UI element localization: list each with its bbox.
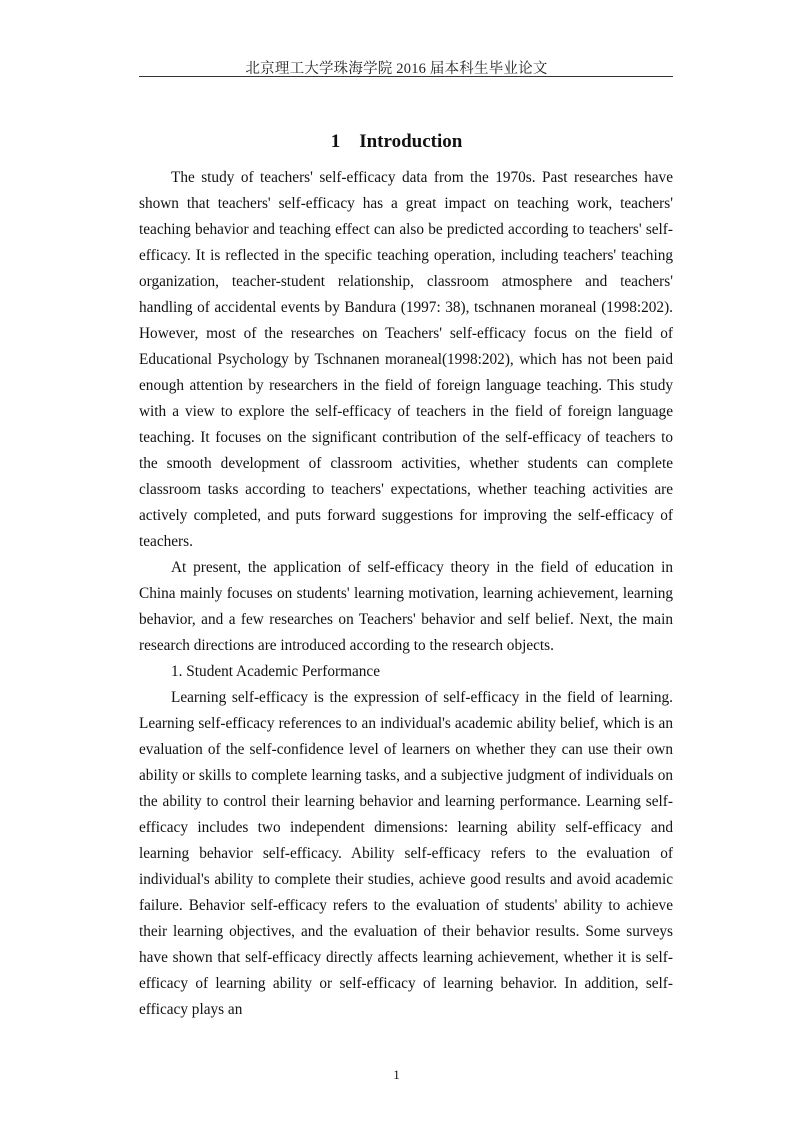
running-header: 北京理工大学珠海学院 2016 届本科生毕业论文 — [245, 61, 548, 77]
paragraph-present-application: At present, the application of self-efficacy theory in the field of education in China mainly focuses on students' learning motivation, learning achievement, learning behavior, and a few researches on Teachers' behavior and self belief. Next, the main research directions are introduced according to the research objects. — [139, 559, 673, 654]
page-number: 1 — [393, 1067, 400, 1082]
subheading-student-performance: 1. Student Academic Performance — [171, 663, 380, 680]
body-text — [139, 165, 673, 1023]
section-title: 1 Introduction — [330, 131, 463, 152]
paragraph-intro: The study of teachers' self-efficacy data from the 1970s. Past researches have shown that teachers' self-efficacy has a great impact on teaching work, teachers' teaching behavior and teaching effect can also be predicted according to teachers' self-efficacy. It is reflected in the specific teaching operation, including teachers' teaching organization, teacher-student relationship, classroom atmosphere and teachers' handling of accidental events by Bandura (1997: 38), tschnanen moraneal (1998:202). However, most of the researches on Teachers' self-efficacy focus on the field of Educational Psychology by Tschnanen moraneal(1998:202), which has not been paid enough attention by researchers in the field of foreign language teaching. This study with a view to explore the self-efficacy of teachers in the field of foreign language teaching. It focuses on the significant contribution of the self-efficacy of teachers to the smooth development of classroom activities, whether students can complete classroom tasks according to teachers' expectations, whether teaching activities are actively completed, and puts forward suggestions for improving the self-efficacy of teachers. — [139, 169, 673, 550]
header-rule — [139, 76, 673, 77]
paragraph-learning-self-efficacy: Learning self-efficacy is the expression of self-efficacy in the field of learning. Learning self-efficacy references to an individual's academic ability belief, which is an evaluation of the self-confidence level of learners on whether they can use their own ability or skills to complete learning tasks, and a subjective judgment of individuals on the ability to control their learning behavior and learning performance. Learning self-efficacy includes two independent dimensions: learning ability self-efficacy and learning behavior self-efficacy. Ability self-efficacy refers to the evaluation of individual's ability to complete their studies, achieve good results and avoid academic failure. Behavior self-efficacy refers to the evaluation of students' ability to achieve their learning objectives, and the evaluation of their behavior results. Some surveys have shown that self-efficacy directly affects learning achievement, whether it is self-efficacy of learning ability or self-efficacy of learning behavior. In addition, self-efficacy plays an — [139, 689, 673, 1018]
